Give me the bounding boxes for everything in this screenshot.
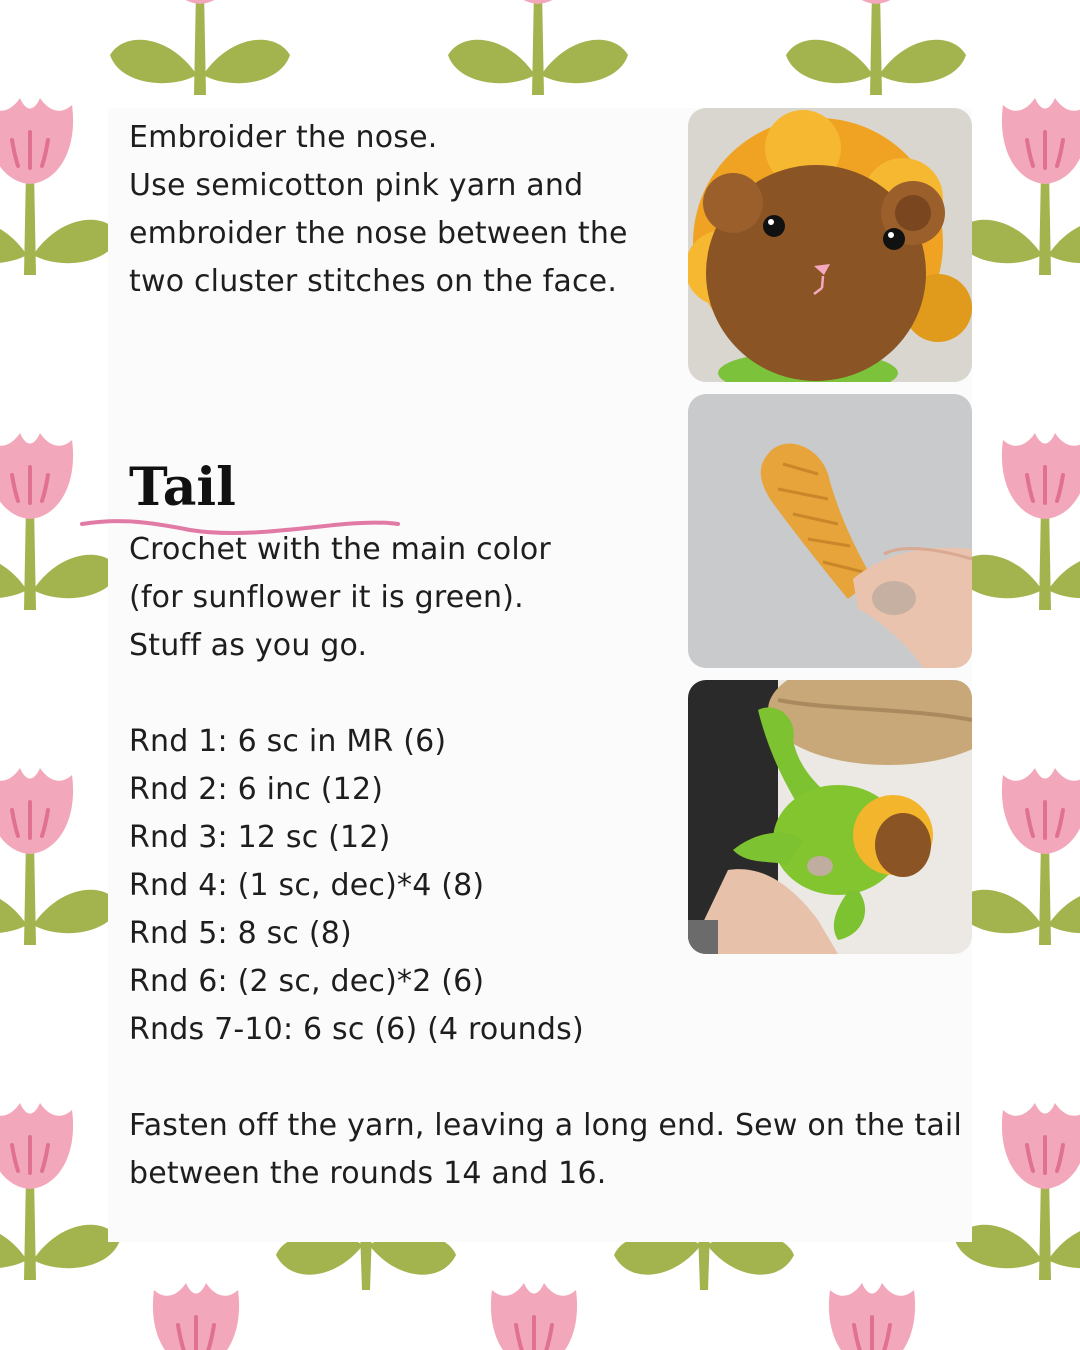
finish-instructions (129, 1102, 962, 1198)
nose-line: two cluster stitches on the face. (129, 264, 618, 299)
tail-heading: Tail (129, 457, 236, 518)
nose-line: embroider the nose between the (129, 216, 628, 251)
round-item: Rnd 4: (1 sc, dec)*4 (8) (129, 868, 485, 903)
photo-toy-with-tail (688, 680, 972, 954)
round-item: Rnd 3: 12 sc (12) (129, 820, 391, 855)
intro-line: Stuff as you go. (129, 628, 368, 663)
photo-crocheted-tail (688, 394, 972, 668)
tail-intro (129, 526, 551, 670)
round-item: Rnd 2: 6 inc (12) (129, 772, 384, 807)
nose-line: Embroider the nose. (129, 120, 438, 155)
finish-line: between the rounds 14 and 16. (129, 1156, 607, 1191)
nose-instructions (129, 114, 628, 306)
photo-embroidered-nose (688, 108, 972, 382)
round-item: Rnd 6: (2 sc, dec)*2 (6) (129, 964, 485, 999)
intro-line: (for sunflower it is green). (129, 580, 524, 615)
round-item: Rnd 5: 8 sc (8) (129, 916, 352, 951)
finish-line: Fasten off the yarn, leaving a long end. Sew on the tail (129, 1108, 963, 1143)
nose-line: Use semicotton pink yarn and (129, 168, 584, 203)
round-list (129, 718, 584, 1054)
round-item: Rnd 1: 6 sc in MR (6) (129, 724, 447, 759)
round-item: Rnds 7-10: 6 sc (6) (4 rounds) (129, 1012, 584, 1047)
intro-line: Crochet with the main color (129, 532, 551, 567)
